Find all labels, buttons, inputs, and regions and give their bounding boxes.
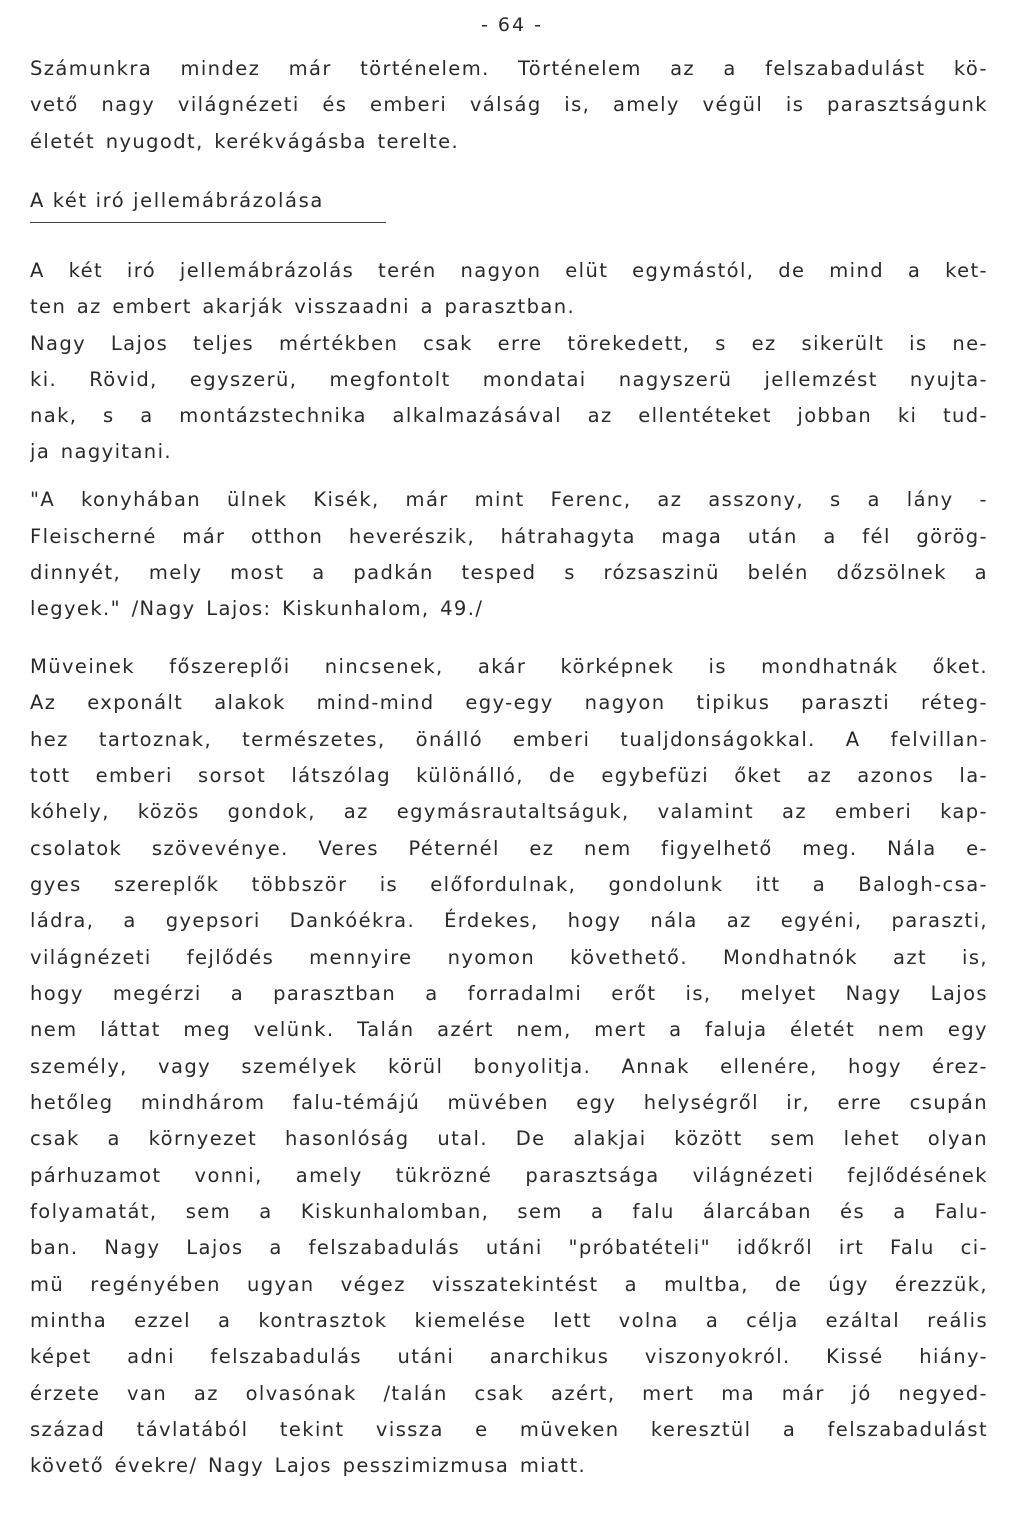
text-line: nem láttat meg velünk. Talán azért nem, mert a faluja életét nem egy: [30, 1018, 988, 1041]
text-line: ja nagyitani.: [30, 440, 172, 463]
text-line: személy, vagy személyek körül bonyolitja. Annak ellenére, hogy érez-: [30, 1055, 988, 1078]
text-line: ban. Nagy Lajos a felszabadulás utáni "próbatételi" időkről irt Falu ci-: [30, 1236, 988, 1259]
text-line: Számunkra mindez már történelem. Történelem az a felszabadulást kö-: [30, 57, 988, 80]
text-line: mü regényében ugyan végez visszatekintést a multba, de úgy érezzük,: [30, 1273, 988, 1296]
page-number: - 64 -: [481, 14, 543, 36]
text-line: érzete van az olvasónak /talán csak azért, mert ma már jó negyed-: [30, 1382, 988, 1405]
text-line: csolatok szövevénye. Veres Péternél ez nem figyelhető meg. Nála e-: [30, 837, 988, 860]
quote-line: legyek." /Nagy Lajos: Kiskunhalom, 49./: [30, 597, 484, 620]
text-line: hetőleg mindhárom falu-témájú müvében egy helységről ir, erre csupán: [30, 1091, 988, 1114]
text-line: hogy megérzi a parasztban a forradalmi erőt is, melyet Nagy Lajos: [30, 982, 988, 1005]
text-line: vető nagy világnézeti és emberi válság is, amely végül is parasztságunk: [30, 93, 988, 116]
quote-line: "A konyhában ülnek Kisék, már mint Ferenc, az asszony, s a lány -: [30, 488, 988, 511]
text-line: képet adni felszabadulás utáni anarchikus viszonyokról. Kissé hiány-: [30, 1345, 988, 1368]
text-line: ládra, a gyepsori Dankóékra. Érdekes, hogy nála az egyéni, paraszti,: [30, 909, 988, 932]
quote-line: dinnyét, mely most a padkán tesped s rózsaszinü belén dőzsölnek a: [30, 561, 988, 584]
text-line: gyes szereplők többször is előfordulnak, gondolunk itt a Balogh-csa-: [30, 873, 988, 896]
text-line: Nagy Lajos teljes mértékben csak erre törekedett, s ez sikerült is ne-: [30, 332, 988, 355]
text-line: kóhely, közös gondok, az egymásrautaltságuk, valamint az emberi kap-: [30, 800, 988, 823]
text-line: tott emberi sorsot látszólag különálló, de egybefüzi őket az azonos la-: [30, 764, 988, 787]
text-line: hez tartoznak, természetes, önálló emberi tualjdonságokkal. A felvillan-: [30, 728, 988, 751]
text-line: folyamatát, sem a Kiskunhalomban, sem a falu álarcában és a Falu-: [30, 1200, 988, 1223]
text-line: csak a környezet hasonlóság utal. De alakjai között sem lehet olyan: [30, 1127, 988, 1150]
heading-underline: [30, 222, 386, 223]
text-line: nak, s a montázstechnika alkalmazásával az ellentéteket jobban ki tud-: [30, 404, 988, 427]
text-line: mintha ezzel a kontrasztok kiemelése lett volna a célja ezáltal reális: [30, 1309, 988, 1332]
text-line: ki. Rövid, egyszerü, megfontolt mondatai nagyszerü jellemzést nyujta-: [30, 368, 988, 391]
text-line: Müveinek főszereplői nincsenek, akár körképnek is mondhatnák őket.: [30, 655, 988, 678]
text-line: követő évekre/ Nagy Lajos pesszimizmusa miatt.: [30, 1454, 587, 1477]
text-line: életét nyugodt, kerékvágásba terelte.: [30, 130, 460, 153]
text-line: párhuzamot vonni, amely tükrözné parasztsága világnézeti fejlődésének: [30, 1164, 988, 1187]
text-line: század távlatából tekint vissza e müveken keresztül a felszabadulást: [30, 1418, 988, 1441]
section-heading: A két iró jellemábrázolása: [30, 189, 324, 212]
text-line: ten az embert akarják visszaadni a parasztban.: [30, 295, 576, 318]
text-line: világnézeti fejlődés mennyire nyomon követhető. Mondhatnók azt is,: [30, 946, 988, 969]
text-line: Az exponált alakok mind-mind egy-egy nagyon tipikus paraszti réteg-: [30, 691, 988, 714]
quote-line: Fleischerné már otthon heverészik, hátrahagyta maga után a fél görög-: [30, 525, 988, 548]
text-line: A két iró jellemábrázolás terén nagyon elüt egymástól, de mind a ket-: [30, 259, 988, 282]
